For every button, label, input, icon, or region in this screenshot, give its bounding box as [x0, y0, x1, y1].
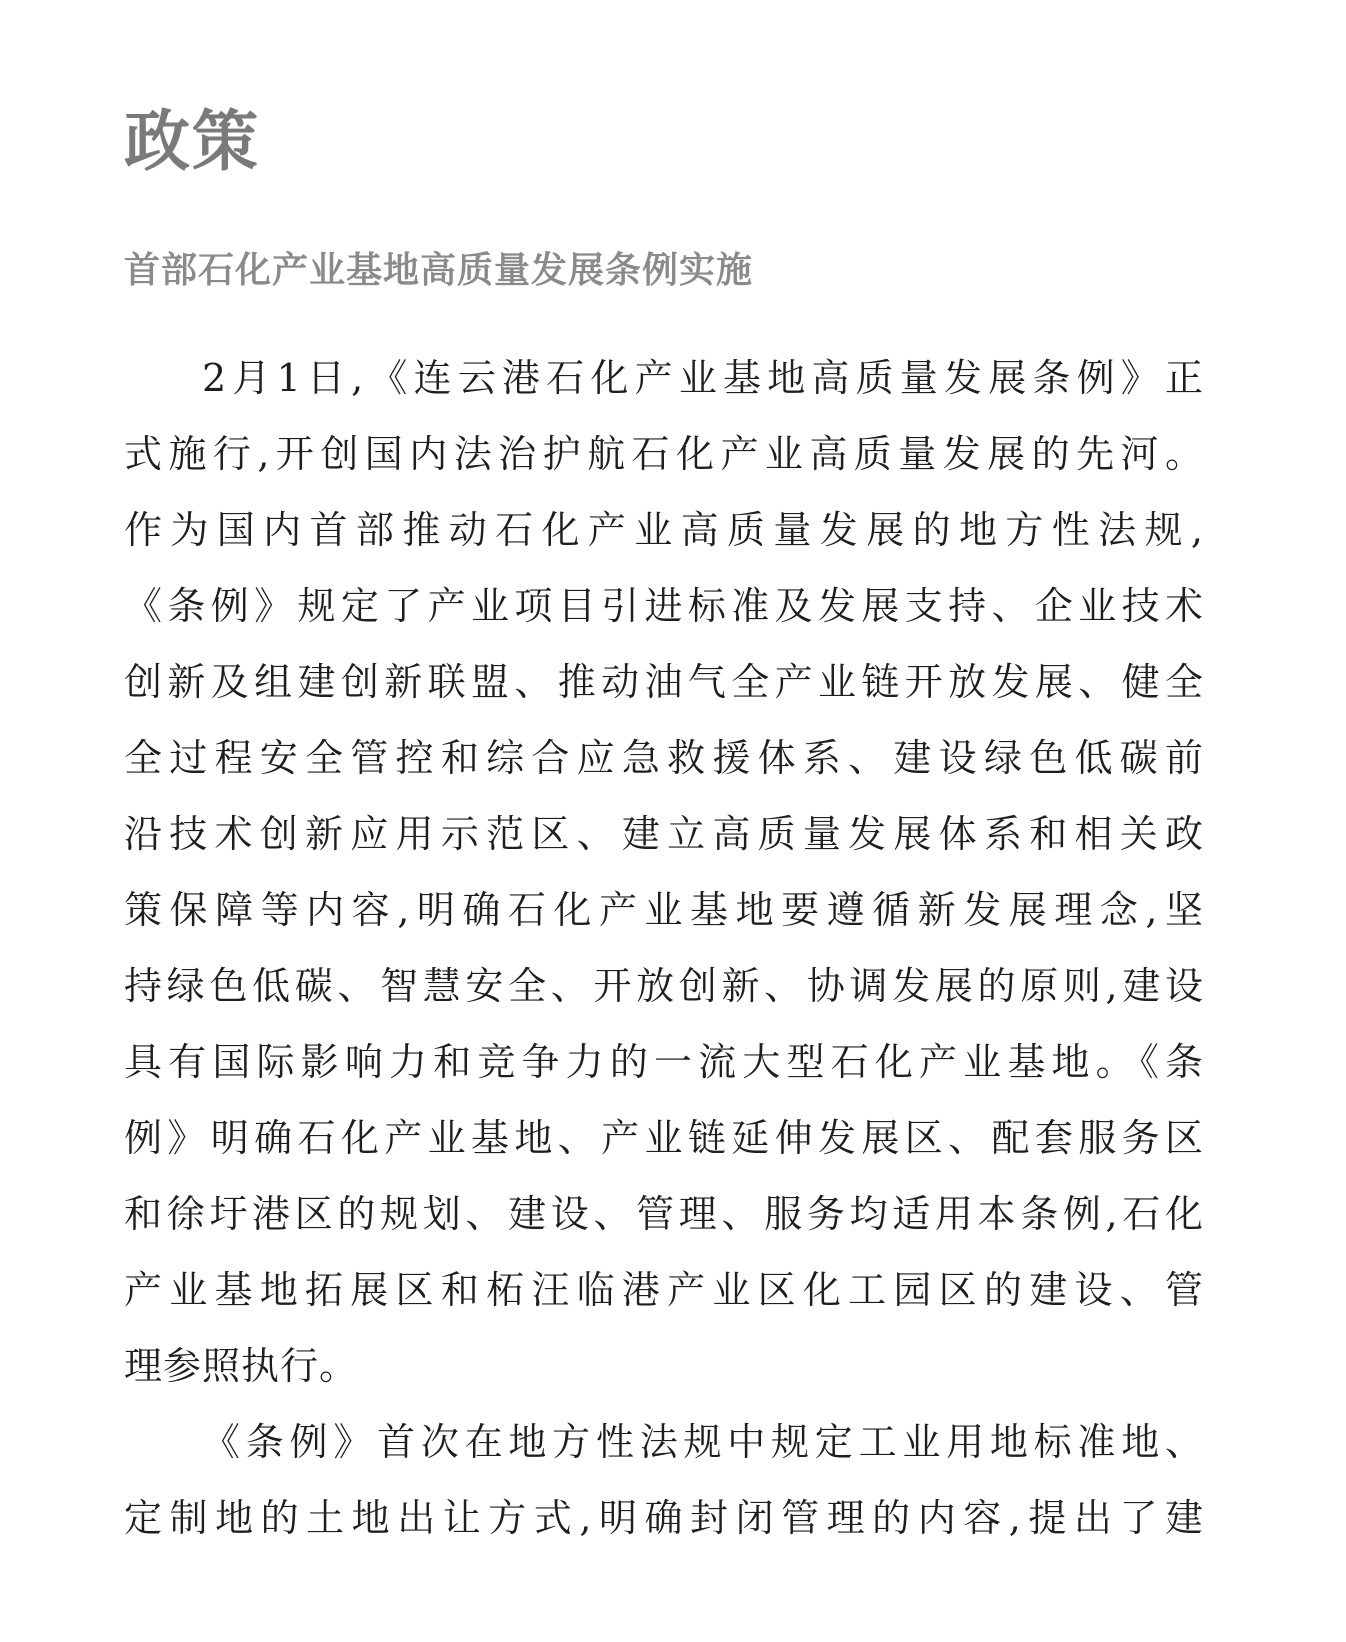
- section-title: 政策: [124, 103, 260, 180]
- paragraph-line: 定制地的土地出让方式,明确封闭管理的内容,提出了建: [124, 1496, 1204, 1540]
- paragraph-line: 例》明确石化产业基地、产业链延伸发展区、配套服务区: [124, 1116, 1204, 1160]
- paragraph-1: [124, 340, 1204, 1404]
- paragraph-line: 作为国内首部推动石化产业高质量发展的地方性法规,: [124, 508, 1204, 552]
- paragraph-line: 沿技术创新应用示范区、建立高质量发展体系和相关政: [124, 812, 1204, 856]
- paragraph-line: 具有国际影响力和竞争力的一流大型石化产业基地。《条: [124, 1040, 1204, 1084]
- paragraph-line: 和徐圩港区的规划、建设、管理、服务均适用本条例,石化: [124, 1192, 1204, 1236]
- paragraph-line: 持绿色低碳、智慧安全、开放创新、协调发展的原则,建设: [124, 964, 1204, 1008]
- paragraph-line: 理参照执行。: [124, 1344, 359, 1388]
- paragraph-line: 2月1日,《连云港石化产业基地高质量发展条例》正: [202, 356, 1204, 400]
- paragraph-line: 创新及组建创新联盟、推动油气全产业链开放发展、健全: [124, 660, 1204, 704]
- paragraph-line: 《条例》首次在地方性法规中规定工业用地标准地、: [202, 1420, 1204, 1464]
- paragraph-line: 产业基地拓展区和柘汪临港产业区化工园区的建设、管: [124, 1268, 1204, 1312]
- paragraph-2: [124, 1404, 1204, 1556]
- paragraph-line: 式施行,开创国内法治护航石化产业高质量发展的先河。: [124, 432, 1204, 476]
- paragraph-line: 全过程安全管控和综合应急救援体系、建设绿色低碳前: [124, 736, 1204, 780]
- article-title: 首部石化产业基地高质量发展条例实施: [124, 249, 754, 291]
- paragraph-line: 策保障等内容,明确石化产业基地要遵循新发展理念,坚: [124, 888, 1204, 932]
- paragraph-line: 《条例》规定了产业项目引进标准及发展支持、企业技术: [124, 584, 1204, 628]
- article-body: [124, 340, 1204, 1556]
